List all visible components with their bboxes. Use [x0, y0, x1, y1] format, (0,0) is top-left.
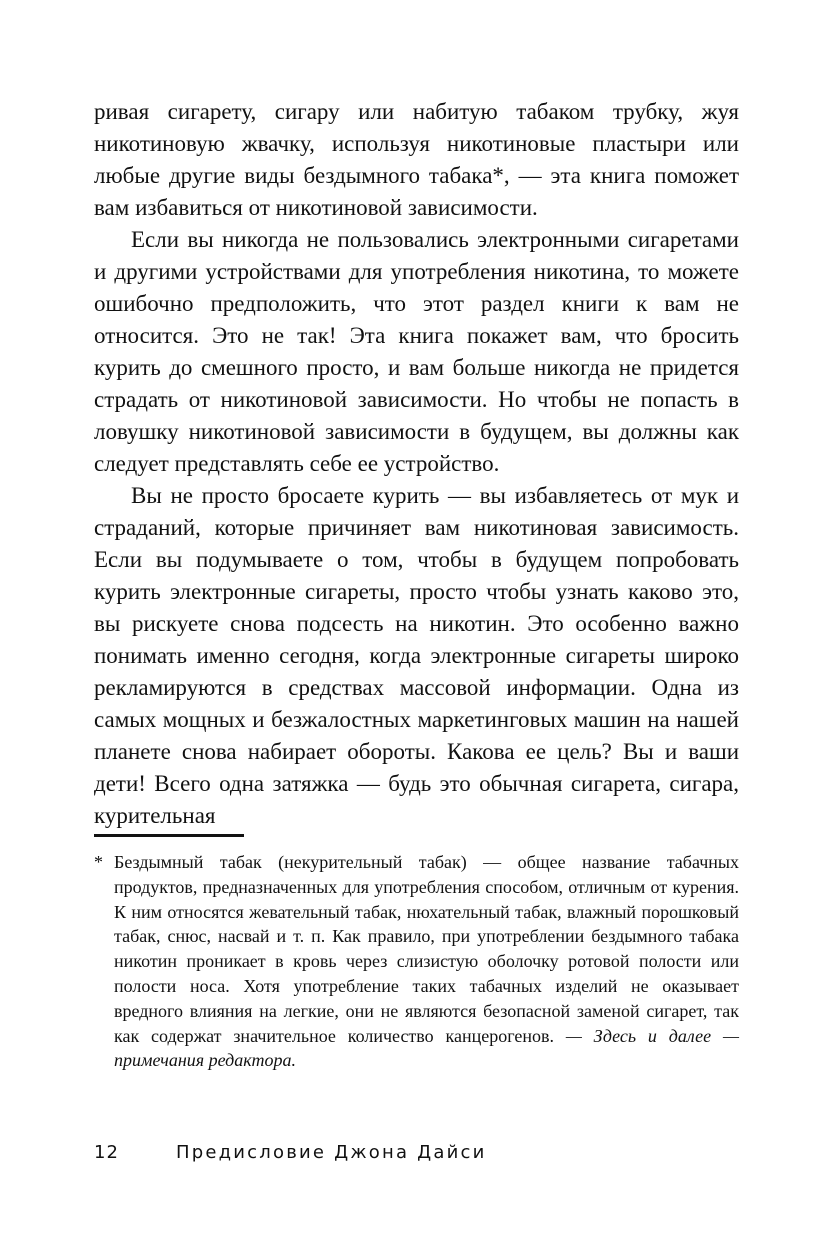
paragraph-2: Если вы никогда не пользовались электронными сигаретами и другими устройствами для употребления никотина, то можете ошибочно предположить, что этот раздел книги к вам не относится. Это не так! Эта книга покажет вам, что бросить курить до смешного просто, и вам больше никогда не придется страдать от никотиновой зависимости. Но чтобы не попасть в ловушку никотиновой зависимости в будущем, вы должны как следует представлять себе ее устройство.	[94, 227, 739, 476]
footnote-editor-note: — Здесь и далее — примечания редактора.	[114, 1025, 739, 1071]
footnote-body: Бездымный табак (некурительный табак) — общее название табачных продуктов, предназначенных для употребления способом, отличным от курения. К ним относятся жевательный табак, нюхательный табак, влажный порошковый табак, снюс, насвай и т. п. Как правило, при употреблении бездымного табака никотин проникает в кровь через слизистую оболочку ротовой полости или полости носа. Хотя употребление таких табачных изделий не оказывает вредного влияния на легкие, они не являются безопасной заменой сигарет, так как содержат значительное количество канцерогенов.	[114, 852, 739, 1046]
page-number: 12	[94, 1142, 119, 1163]
footnote	[94, 850, 739, 1073]
paragraph-1: ривая сигарету, сигару или набитую табаком трубку, жуя никотиновую жвачку, используя никотиновые пластыри или любые другие виды бездымного табака*, — эта книга поможет вам избавиться от никотиновой зависимости.	[94, 99, 739, 220]
paragraph-3: Вы не просто бросаете курить — вы избавляетесь от мук и страданий, которые причиняет вам никотиновая зависимость. Если вы подумываете о том, чтобы в будущем попробовать курить электронные сигареты, просто чтобы узнать каково это, вы рискуете снова подсесть на никотин. Это особенно важно понимать именно сегодня, когда электронные сигареты широко рекламируются в средствах массовой информации. Одна из самых мощных и безжалостных маркетинговых машин на нашей планете снова набирает обороты. Какова ее цель? Вы и ваши дети! Всего одна затяжка — будь это обычная сигарета, сигара, курительная	[94, 483, 739, 828]
running-title: Предисловие Джона Дайси	[176, 1142, 487, 1163]
main-text	[94, 96, 739, 832]
page-footer	[94, 1142, 487, 1163]
footnote-marker: *	[94, 852, 103, 872]
footnote-text	[114, 850, 739, 1073]
footnote-divider	[94, 834, 244, 837]
